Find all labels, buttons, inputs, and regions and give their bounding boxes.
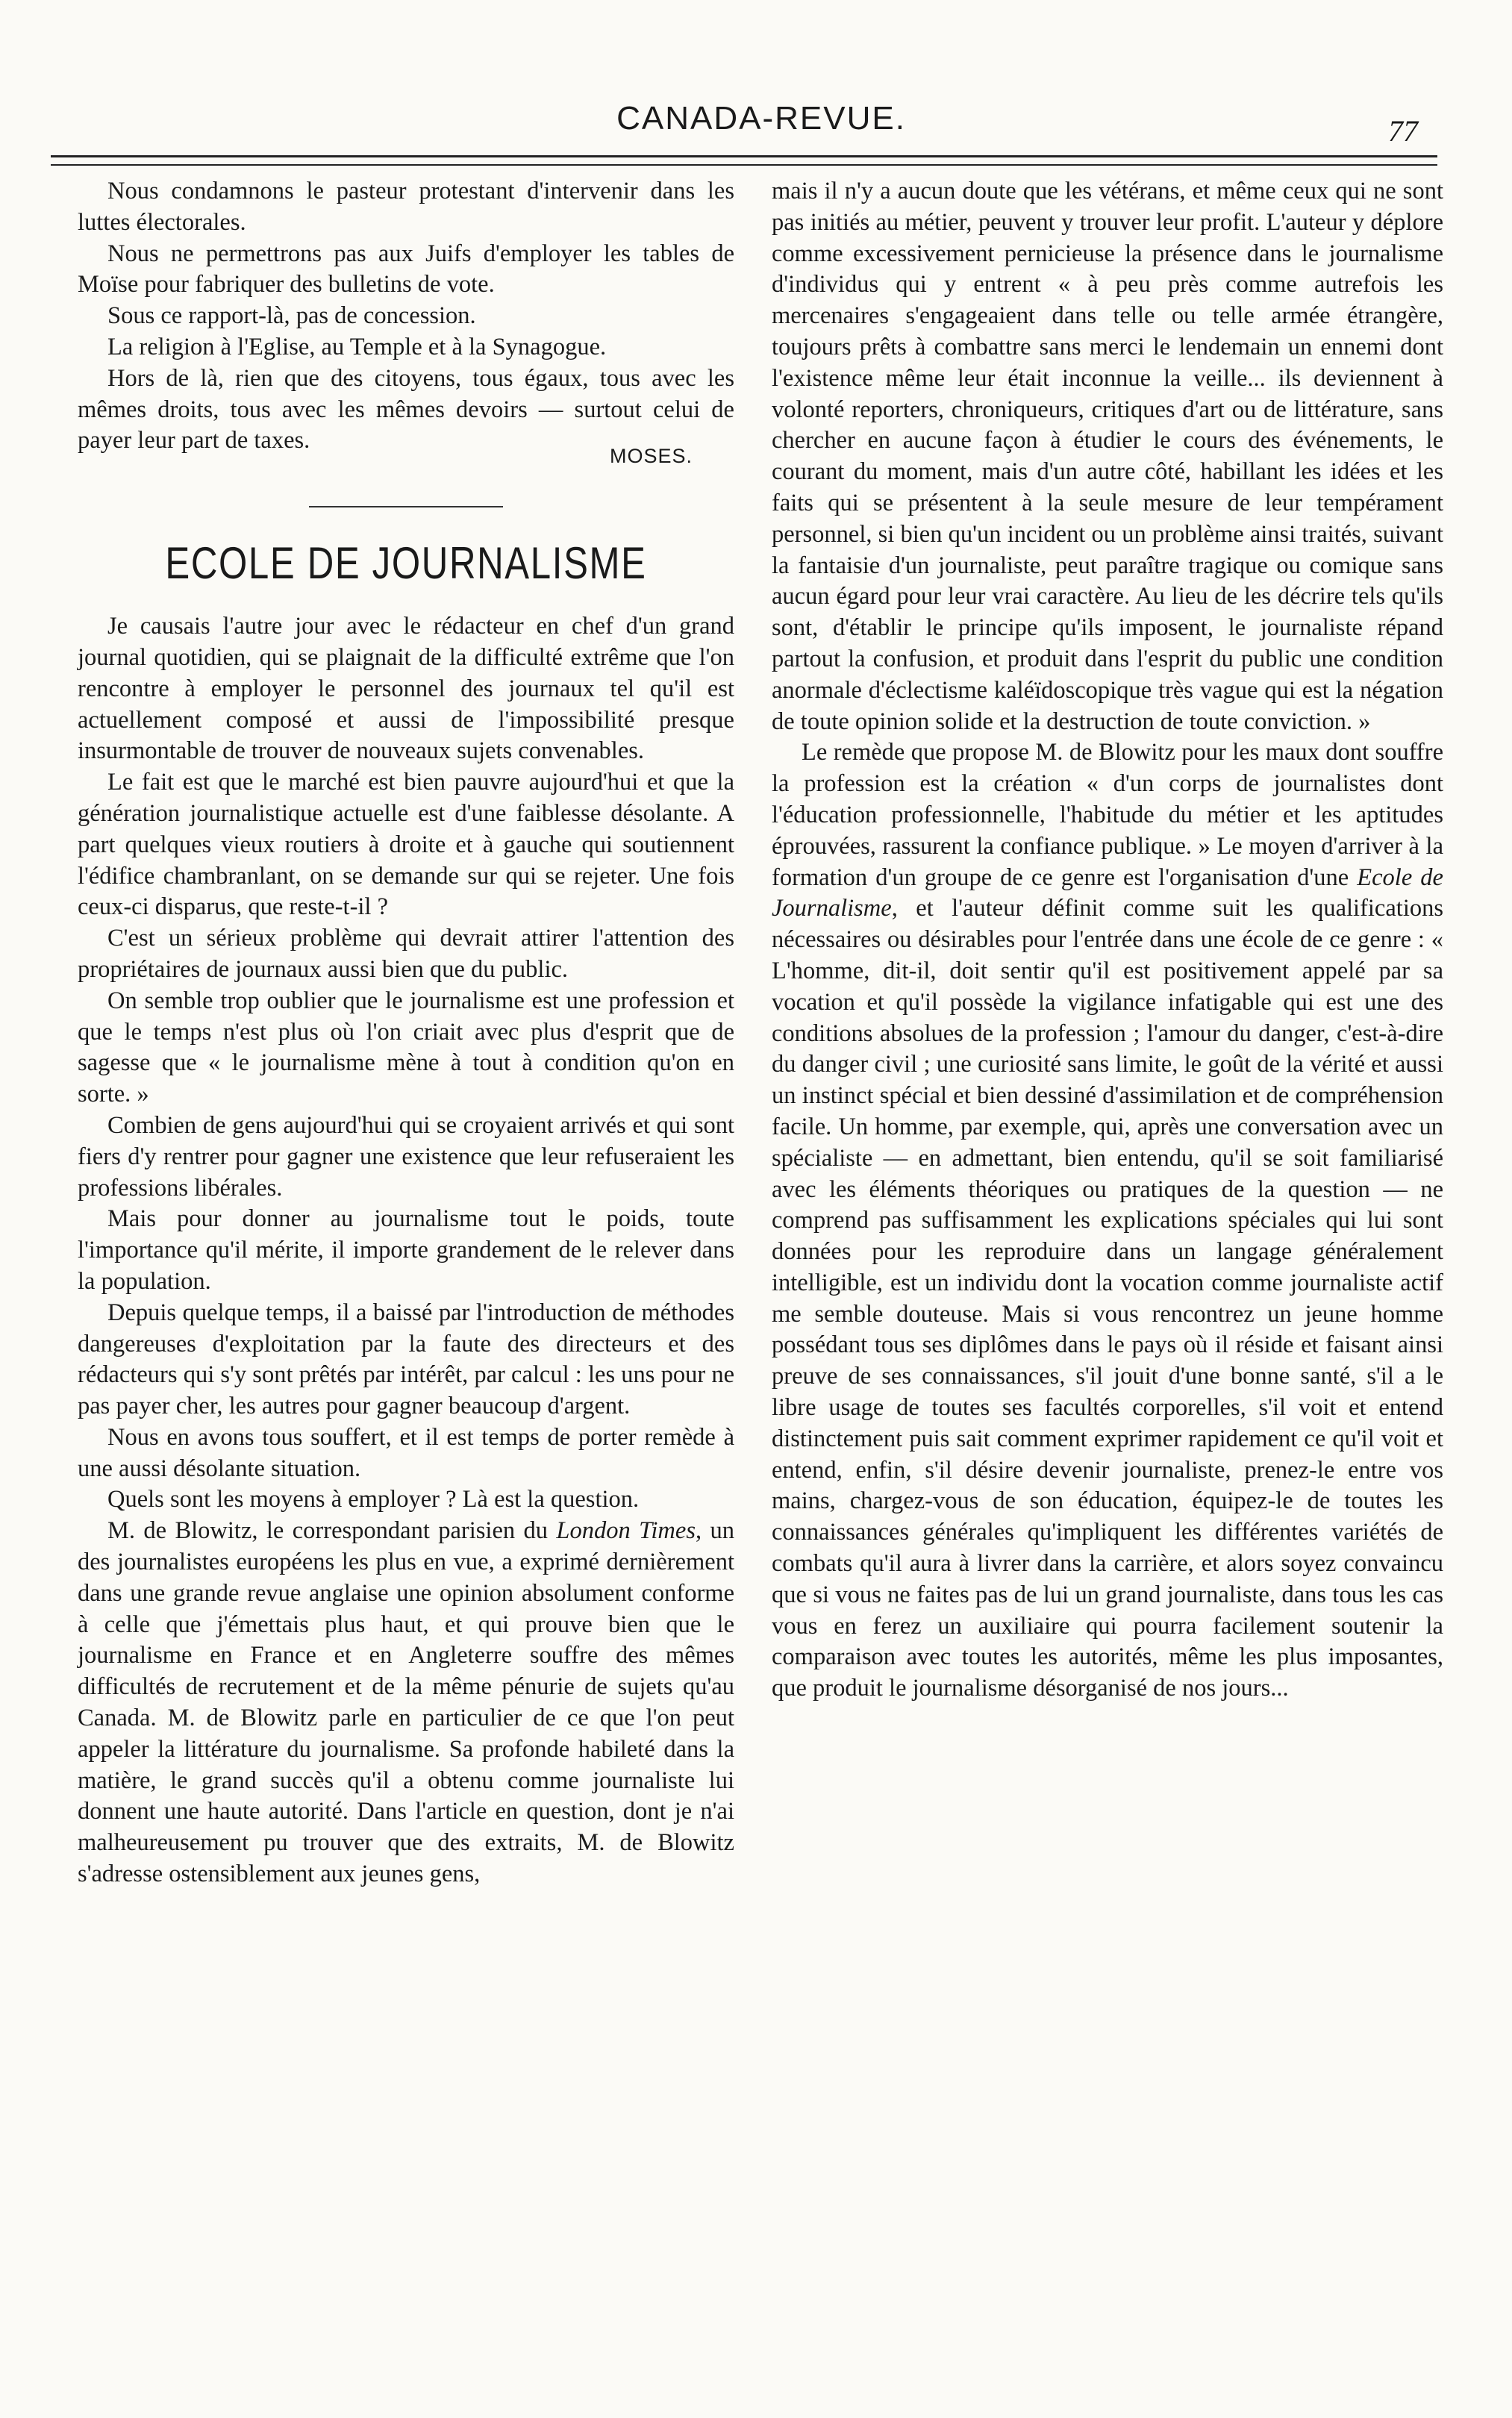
intro-paragraph: Nous condamnons le pasteur protestant d'intervenir dans les luttes électorales. [78,178,734,236]
section-divider [309,506,503,507]
blowitz-paragraph [78,1516,734,1890]
header-rule-bottom [51,164,1437,166]
left-column [78,176,734,1890]
ecole-title: Ecole de Journalisme [772,863,1443,922]
section-title: ECOLE DE JOURNALISME [165,538,647,589]
page-header-title: CANADA-REVUE. [616,100,906,137]
blowitz-text-start: M. de Blowitz, le correspondant parisien du [107,1517,557,1545]
intro-paragraph: Sous ce rapport-là, pas de concession. [107,302,476,330]
article-paragraph: On semble trop oublier que le journalisme est une profession et que le temps n'est plus où l'on criait avec plus d'esprit que de sagesse que « le journalisme mène à tout à condition qu'on en sorte. » [78,987,734,1108]
article-paragraph: Depuis quelque temps, il a baissé par l'introduction de méthodes dangereuses d'exploitation par la faute des directeurs et des rédacteurs qui s'y sont prêtés par intérêt, par calcul : les uns pour ne pas payer cher, les autres pour gagner beaucoup d'argent. [78,1299,734,1420]
intro-paragraph: Nous ne permettrons pas aux Juifs d'employer les tables de Moïse pour fabriquer des bulletins de vote. [78,240,734,299]
article-paragraph: Je causais l'autre jour avec le rédacteur en chef d'un grand journal quotidien, qui se plaignait de la difficulté extrême que l'on rencontre à employer le personnel des journaux tel qu'il est actuellement composé et aussi de l'impossibilité presque insurmontable de trouver de nouveaux sujets convenables. [78,613,734,765]
page-number: 77 [1388,114,1418,148]
blowitz-text-end: , un des journalistes européens les plus en vue, a exprimé dernièrement dans une grande revue anglaise une opinion absolument conforme à celle que j'émettais plus haut, et qui prouve bien que le journalisme en France et en Angleterre souffre des mêmes difficultés de recrutement et de la même pénurie de sujets qu'au Canada. M. de Blowitz parle en particulier de ce que l'on peut appeler la littérature du journalisme. Sa profonde habileté dans la matière, le grand succès qu'il a obtenu comme journaliste lui donnent une haute autorité. Dans l'article en question, dont je n'ai malheureusement pu trouver que des extraits, M. de Blowitz s'adresse ostensiblement aux jeunes gens, [78,1517,734,1888]
article-paragraph: Combien de gens aujourd'hui qui se croyaient arrivés et qui sont fiers d'y rentrer pour gagner une existence que leur refuseraient les professions libérales. [78,1111,734,1202]
london-times-title: London Times [556,1517,696,1545]
article-paragraph: Le fait est que le marché est bien pauvre aujourd'hui et que la génération journalistique actuelle est d'une faiblesse désolante. A part quelques vieux routiers à droite et à gauche qui soutiennent l'édifice chambranlant, on se demande sur qui se rejeter. Une fois ceux-ci disparus, que reste-t-il ? [78,769,734,921]
author-signature: MOSES. [609,445,693,468]
intro-paragraph: Hors de là, rien que des citoyens, tous égaux, tous avec les mêmes droits, tous avec les mêmes devoirs — surtout celui de payer leur part de taxes. [78,364,734,454]
article-paragraph: C'est un sérieux problème qui devrait attirer l'attention des propriétaires de journaux aussi bien que du public. [78,925,734,983]
continuation-paragraph: mais il n'y a aucun doute que les vétérans, et même ceux qui ne sont pas initiés au métier, peuvent y trouver leur profit. L'auteur y déplore comme excessivement pernicieuse la présence dans le journalisme d'individus qui y entrent « à peu près comme autrefois les mercenaires s'engageaient dans telle ou telle armée étrangère, toujours prêts à combattre sans merci le lendemain un ennemi dont l'existence même leur était inconnue la veille... ils deviennent à volonté reporters, chroniqueurs, critiques d'art ou de littérature, sans chercher en aucune façon à étudier le cours des événements, le courant du moment, mais d'un autre côté, habillant les idées et les faits qui se présentent à la seule mesure de leur tempérament personnel, si bien qu'un incident ou un problème ainsi traités, suivant la fantaisie d'un journaliste, peut paraître tragique ou comique sans aucun égard pour leur vrai caractère. Au lieu de les décrire tels qu'ils sont, d'établir le principe qu'ils imposent, le journaliste répand partout la confusion, et produit dans l'esprit du public une condition anormale d'éclectisme kaléïdoscopique très vague qui est la négation de toute opinion solide et la destruction de toute conviction. » [772,178,1443,735]
intro-paragraph: La religion à l'Eglise, au Temple et à la Synagogue. [107,333,607,360]
remedy-text-start: Le remède que propose M. de Blowitz pour les maux dont souffre la profession est la création « d'un corps de journalistes dont l'éducation professionnelle, l'habitude du métier et les aptitudes éprouvées, rassurent la confiance publique. » Le moyen d'arriver à la formation d'un groupe de ce genre est l'organisation d'une [772,739,1443,891]
article-paragraph: Mais pour donner au journalisme tout le poids, toute l'importance qu'il mérite, il importe grandement de le relever dans la population. [78,1205,734,1295]
right-column [772,176,1443,1705]
header-rule-top [51,155,1437,157]
remedy-paragraph [772,737,1443,1705]
article-paragraph: Nous en avons tous souffert, et il est temps de porter remède à une aussi désolante situation. [78,1423,734,1482]
remedy-text-end: , et l'auteur définit comme suit les qualifications nécessaires ou désirables pour l'entrée dans une école de ce genre : « L'homme, dit-il, doit sentir qu'il est positivement appelé par sa vocation et qu'il possède la vigilance infatigable qui est une des conditions absolues de la profession ; l'amour du danger, c'est-à-dire du danger civil ; une curiosité sans limite, le goût de la vérité et aussi un instinct spécial et bien dessiné d'assimilation et de compréhension facile. Un homme, par exemple, qui, après une conversation avec un spécialiste — en admettant, bien entendu, qu'il se soit familiarisé avec les éléments théoriques ou pratiques de la question — ne comprend pas suffisamment les explications spéciales qui lui sont données pour les reproduire dans un langage généralement intelligible, est un individu dont la vocation comme journaliste actif me semble douteuse. Mais si vous rencontrez un jeune homme possédant tous ses diplômes dans le pays où il réside et faisant ainsi preuve de ses connaissances, s'il jouit d'une bonne santé, s'il a le libre usage de toutes ses facultés corporelles, s'il voit et entend distinctement puis sait comment exprimer rapidement ce qu'il voit et entend, enfin, s'il désire devenir journaliste, prenez-le entre vos mains, chargez-vous de son éducation, équipez-le de toutes les connaissances générales qu'impliquent les différentes variétés de combats qu'il aura à livrer dans la carrière, et alors soyez convaincu que si vous ne faites pas de lui un grand journaliste, dans tous les cas vous en ferez un auxiliaire qui pourra facilement soutenir la comparaison avec toutes les autorités, même les plus imposantes, que produit le journalisme désorganisé de nos jours... [772,895,1443,1702]
article-paragraph: Quels sont les moyens à employer ? Là est la question. [107,1486,640,1513]
